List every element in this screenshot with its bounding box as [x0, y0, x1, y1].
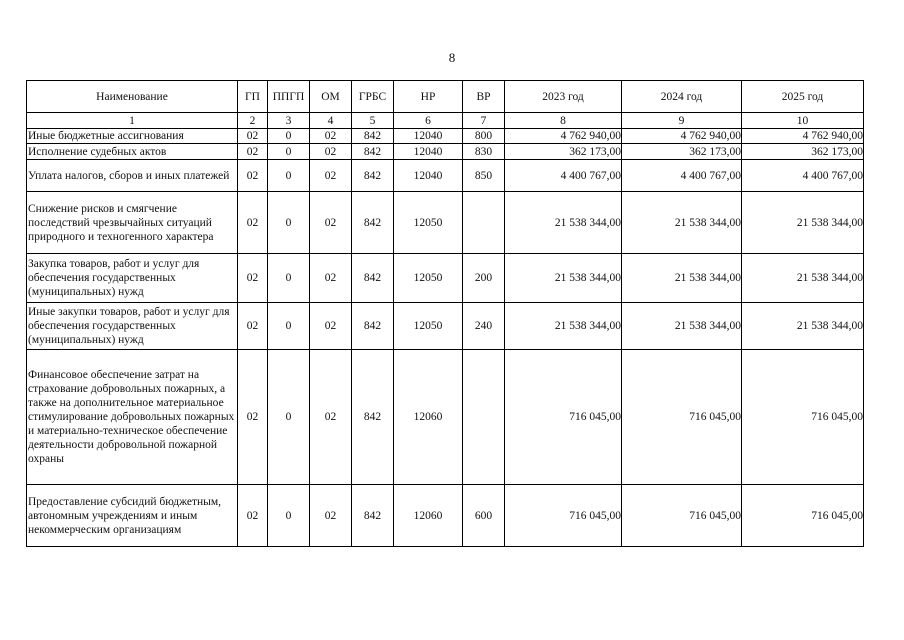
row-nr-cell: 12060 — [394, 350, 463, 485]
row-nr-cell: 12050 — [394, 303, 463, 350]
row-2024-cell: 716 045,00 — [622, 350, 742, 485]
row-ppgp-cell: 0 — [268, 254, 310, 303]
row-om-cell: 02 — [310, 160, 352, 192]
row-vr-cell — [463, 350, 505, 485]
row-2023-cell: 21 538 344,00 — [505, 254, 622, 303]
column-number: 4 — [310, 113, 352, 129]
row-2025-cell: 21 538 344,00 — [742, 254, 864, 303]
table-row — [27, 254, 864, 303]
column-number: 6 — [394, 113, 463, 129]
row-2023-cell: 716 045,00 — [505, 350, 622, 485]
row-ppgp-cell: 0 — [268, 129, 310, 144]
row-nr-cell: 12040 — [394, 144, 463, 160]
row-2024-cell: 716 045,00 — [622, 485, 742, 547]
budget-table — [26, 80, 864, 547]
row-2023-cell: 362 173,00 — [505, 144, 622, 160]
row-name-cell: Исполнение судебных актов — [27, 144, 238, 160]
row-2024-cell: 4 400 767,00 — [622, 160, 742, 192]
row-name-cell: Предоставление субсидий бюджетным, автономным учреждениям и иным некоммерческим организациям — [27, 485, 238, 547]
column-number: 2 — [238, 113, 268, 129]
row-om-cell: 02 — [310, 192, 352, 254]
row-nr-cell: 12050 — [394, 192, 463, 254]
table-row — [27, 303, 864, 350]
column-number: 9 — [622, 113, 742, 129]
row-2023-cell: 716 045,00 — [505, 485, 622, 547]
row-name-cell: Снижение рисков и смягчение последствий чрезвычайных ситуаций природного и техногенного характера — [27, 192, 238, 254]
row-grbs-cell: 842 — [352, 129, 394, 144]
row-grbs-cell: 842 — [352, 192, 394, 254]
row-2025-cell: 716 045,00 — [742, 350, 864, 485]
table-row — [27, 144, 864, 160]
row-gp-cell: 02 — [238, 160, 268, 192]
row-gp-cell: 02 — [238, 254, 268, 303]
header-grbs: ГРБС — [352, 81, 394, 113]
header-2025: 2025 год — [742, 81, 864, 113]
row-gp-cell: 02 — [238, 303, 268, 350]
table-row — [27, 192, 864, 254]
row-ppgp-cell: 0 — [268, 485, 310, 547]
table-row — [27, 350, 864, 485]
column-number: 7 — [463, 113, 505, 129]
column-number: 8 — [505, 113, 622, 129]
row-2023-cell: 4 400 767,00 — [505, 160, 622, 192]
row-om-cell: 02 — [310, 303, 352, 350]
row-2025-cell: 362 173,00 — [742, 144, 864, 160]
row-vr-cell: 200 — [463, 254, 505, 303]
row-2025-cell: 4 400 767,00 — [742, 160, 864, 192]
header-nr: НР — [394, 81, 463, 113]
row-vr-cell: 600 — [463, 485, 505, 547]
page-number: 8 — [448, 50, 456, 65]
row-2023-cell: 21 538 344,00 — [505, 192, 622, 254]
row-2024-cell: 4 762 940,00 — [622, 129, 742, 144]
row-2025-cell: 21 538 344,00 — [742, 303, 864, 350]
row-name-cell: Закупка товаров, работ и услуг для обеспечения государственных (муниципальных) нужд — [27, 254, 238, 303]
row-om-cell: 02 — [310, 129, 352, 144]
row-2024-cell: 21 538 344,00 — [622, 303, 742, 350]
table-row — [27, 485, 864, 547]
row-om-cell: 02 — [310, 144, 352, 160]
row-ppgp-cell: 0 — [268, 160, 310, 192]
column-number-row — [27, 113, 864, 129]
row-om-cell: 02 — [310, 350, 352, 485]
row-grbs-cell: 842 — [352, 485, 394, 547]
header-row — [27, 81, 864, 113]
row-2025-cell: 21 538 344,00 — [742, 192, 864, 254]
row-gp-cell: 02 — [238, 144, 268, 160]
row-gp-cell: 02 — [238, 192, 268, 254]
column-number: 1 — [27, 113, 238, 129]
column-number: 5 — [352, 113, 394, 129]
row-grbs-cell: 842 — [352, 160, 394, 192]
row-ppgp-cell: 0 — [268, 192, 310, 254]
row-2024-cell: 21 538 344,00 — [622, 254, 742, 303]
row-grbs-cell: 842 — [352, 254, 394, 303]
row-om-cell: 02 — [310, 485, 352, 547]
row-ppgp-cell: 0 — [268, 303, 310, 350]
row-2023-cell: 21 538 344,00 — [505, 303, 622, 350]
row-vr-cell: 800 — [463, 129, 505, 144]
table-row — [27, 160, 864, 192]
row-2025-cell: 716 045,00 — [742, 485, 864, 547]
row-om-cell: 02 — [310, 254, 352, 303]
row-grbs-cell: 842 — [352, 350, 394, 485]
header-2023: 2023 год — [505, 81, 622, 113]
header-gp: ГП — [238, 81, 268, 113]
table-row — [27, 129, 864, 144]
row-nr-cell: 12040 — [394, 129, 463, 144]
row-nr-cell: 12050 — [394, 254, 463, 303]
row-ppgp-cell: 0 — [268, 350, 310, 485]
row-nr-cell: 12040 — [394, 160, 463, 192]
row-2025-cell: 4 762 940,00 — [742, 129, 864, 144]
header-ppgp: ППГП — [268, 81, 310, 113]
header-name: Наименование — [27, 81, 238, 113]
row-gp-cell: 02 — [238, 129, 268, 144]
row-ppgp-cell: 0 — [268, 144, 310, 160]
header-2024: 2024 год — [622, 81, 742, 113]
column-number: 10 — [742, 113, 864, 129]
row-name-cell: Иные бюджетные ассигнования — [27, 129, 238, 144]
row-nr-cell: 12060 — [394, 485, 463, 547]
row-name-cell: Финансовое обеспечение затрат на страхование добровольных пожарных, а также на дополнительное материальное стимулирование добровольных пожарных и материально-техническое обеспечение деятельности добровольной пожарной охраны — [27, 350, 238, 485]
row-2023-cell: 4 762 940,00 — [505, 129, 622, 144]
header-vr: ВР — [463, 81, 505, 113]
row-vr-cell: 830 — [463, 144, 505, 160]
row-gp-cell: 02 — [238, 350, 268, 485]
column-number: 3 — [268, 113, 310, 129]
row-grbs-cell: 842 — [352, 303, 394, 350]
row-gp-cell: 02 — [238, 485, 268, 547]
row-name-cell: Иные закупки товаров, работ и услуг для обеспечения государственных (муниципальных) нужд — [27, 303, 238, 350]
row-vr-cell: 850 — [463, 160, 505, 192]
header-om: ОМ — [310, 81, 352, 113]
row-vr-cell — [463, 192, 505, 254]
row-2024-cell: 362 173,00 — [622, 144, 742, 160]
row-vr-cell: 240 — [463, 303, 505, 350]
row-grbs-cell: 842 — [352, 144, 394, 160]
row-name-cell: Уплата налогов, сборов и иных платежей — [27, 160, 238, 192]
row-2024-cell: 21 538 344,00 — [622, 192, 742, 254]
